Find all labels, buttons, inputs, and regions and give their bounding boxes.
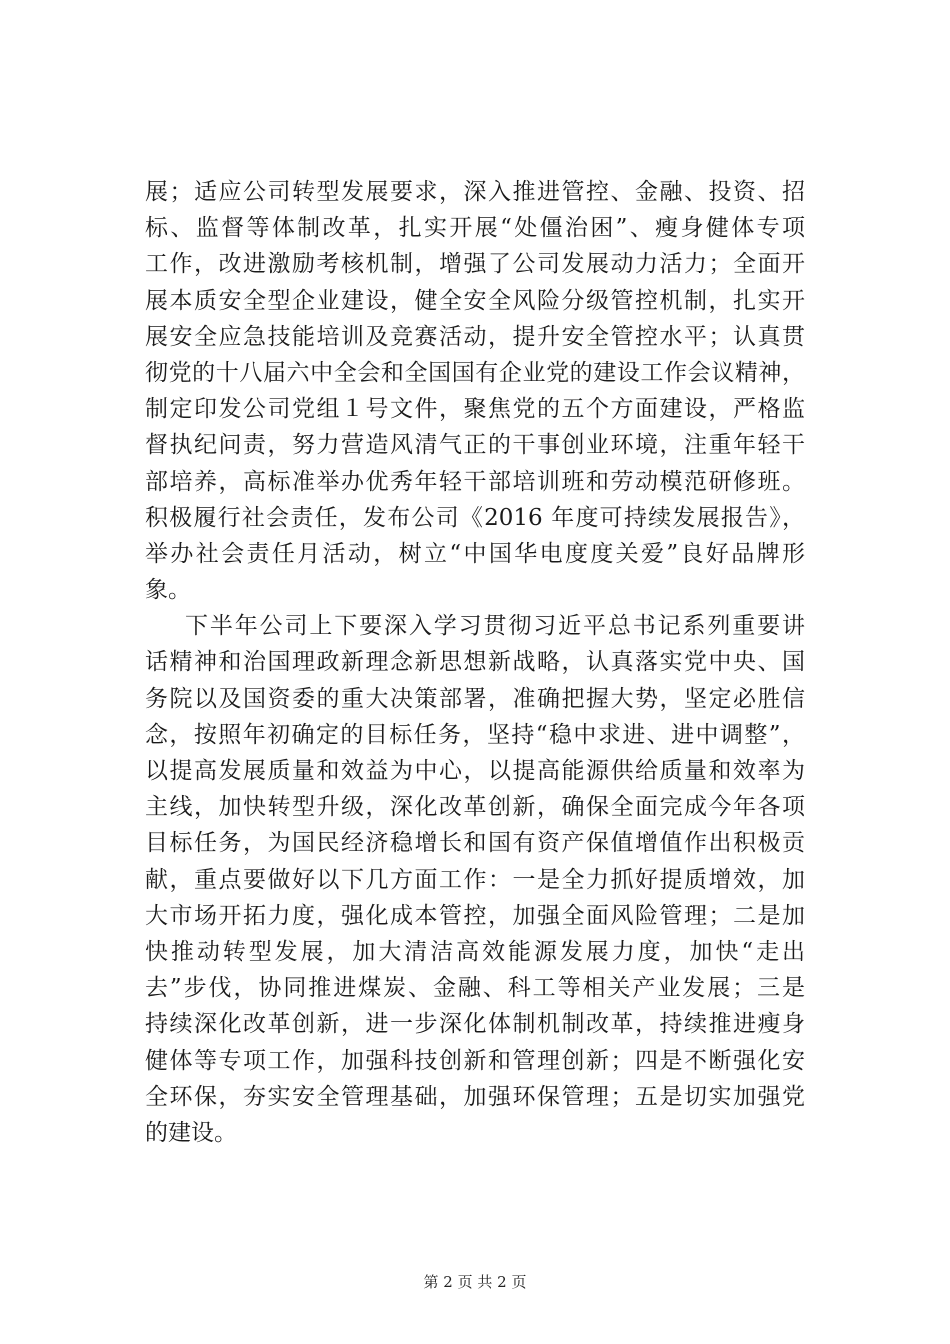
paragraph-2-line-7: 目标任务，为国民经济稳增长和国有资产保值增值作出积极贡 (145, 830, 805, 857)
paragraph-1-line-7: 制定印发公司党组１号文件，聚焦党的五个方面建设，严格监 (145, 396, 805, 423)
paragraph-1-line-5: 展安全应急技能培训及竞赛活动，提升安全管控水平；认真贯 (145, 323, 805, 350)
paragraph-2-line-1: 下半年公司上下要深入学习贯彻习近平总书记系列重要讲 (185, 613, 805, 640)
paragraph-2-line-14: 全环保，夯实安全管理基础，加强环保管理；五是切实加强党 (145, 1083, 805, 1110)
paragraph-1-line-1: 展；适应公司转型发展要求，深入推进管控、金融、投资、招 (145, 179, 805, 205)
paragraph-2-line-10: 快推动转型发展，加大清洁高效能源发展力度，加快“走出 (145, 938, 805, 965)
paragraph-2-line-11: 去”步伐，协同推进煤炭、金融、科工等相关产业发展；三是 (145, 975, 805, 1002)
paragraph-1-line-2: 标、监督等体制改革，扎实开展“处僵治困”、瘦身健体专项 (145, 215, 805, 242)
paragraph-2-line-5: 以提高发展质量和效益为中心，以提高能源供给质量和效率为 (145, 758, 805, 784)
paragraph-1-line-4: 展本质安全型企业建设，健全安全风险分级管控机制，扎实开 (145, 287, 805, 314)
paragraph-1-line-9: 部培养，高标准举办优秀年轻干部培训班和劳动模范研修班。 (145, 468, 805, 495)
paragraph-2-line-4: 念，按照年初确定的目标任务，坚持“稳中求进、进中调整”， (145, 721, 805, 748)
paragraph-1-line-6: 彻党的十八届六中全会和全国国有企业党的建设工作会议精神， (145, 359, 805, 386)
paragraph-2-line-2: 话精神和治国理政新理念新思想新战略，认真落实党中央、国 (145, 649, 805, 676)
paragraph-2-line-9: 大市场开拓力度，强化成本管控，加强全面风险管理；二是加 (145, 902, 805, 929)
document-body (145, 174, 805, 1151)
paragraph-1-line-3: 工作，改进激励考核机制，增强了公司发展动力活力；全面开 (145, 251, 805, 278)
paragraph-1-line-8: 督执纪问责，努力营造风清气正的干事创业环境，注重年轻干 (145, 432, 805, 459)
paragraph-1-line-11: 举办社会责任月活动，树立“中国华电度度关爱”良好品牌形 (145, 540, 805, 567)
paragraph-2-line-6: 主线，加快转型升级，深化改革创新，确保全面完成今年各项 (145, 794, 805, 821)
page-number-footer: 第 2 页 共 2 页 (423, 1273, 527, 1291)
paragraph-2-line-13: 健体等专项工作，加强科技创新和管理创新；四是不断强化安 (145, 1047, 805, 1074)
paragraph-1-line-10: 积极履行社会责任，发布公司《2016 年度可持续发展报告》， (145, 504, 805, 531)
paragraph-1-line-12: 象。 (145, 577, 191, 604)
paragraph-2-line-8: 献，重点要做好以下几方面工作：一是全力抓好提质增效，加 (145, 866, 805, 893)
paragraph-2-line-3: 务院以及国资委的重大决策部署，准确把握大势，坚定必胜信 (145, 685, 805, 712)
paragraph-2-line-15: 的建设。 (145, 1119, 237, 1146)
paragraph-2-line-12: 持续深化改革创新，进一步深化体制机制改革，持续推进瘦身 (145, 1011, 805, 1038)
